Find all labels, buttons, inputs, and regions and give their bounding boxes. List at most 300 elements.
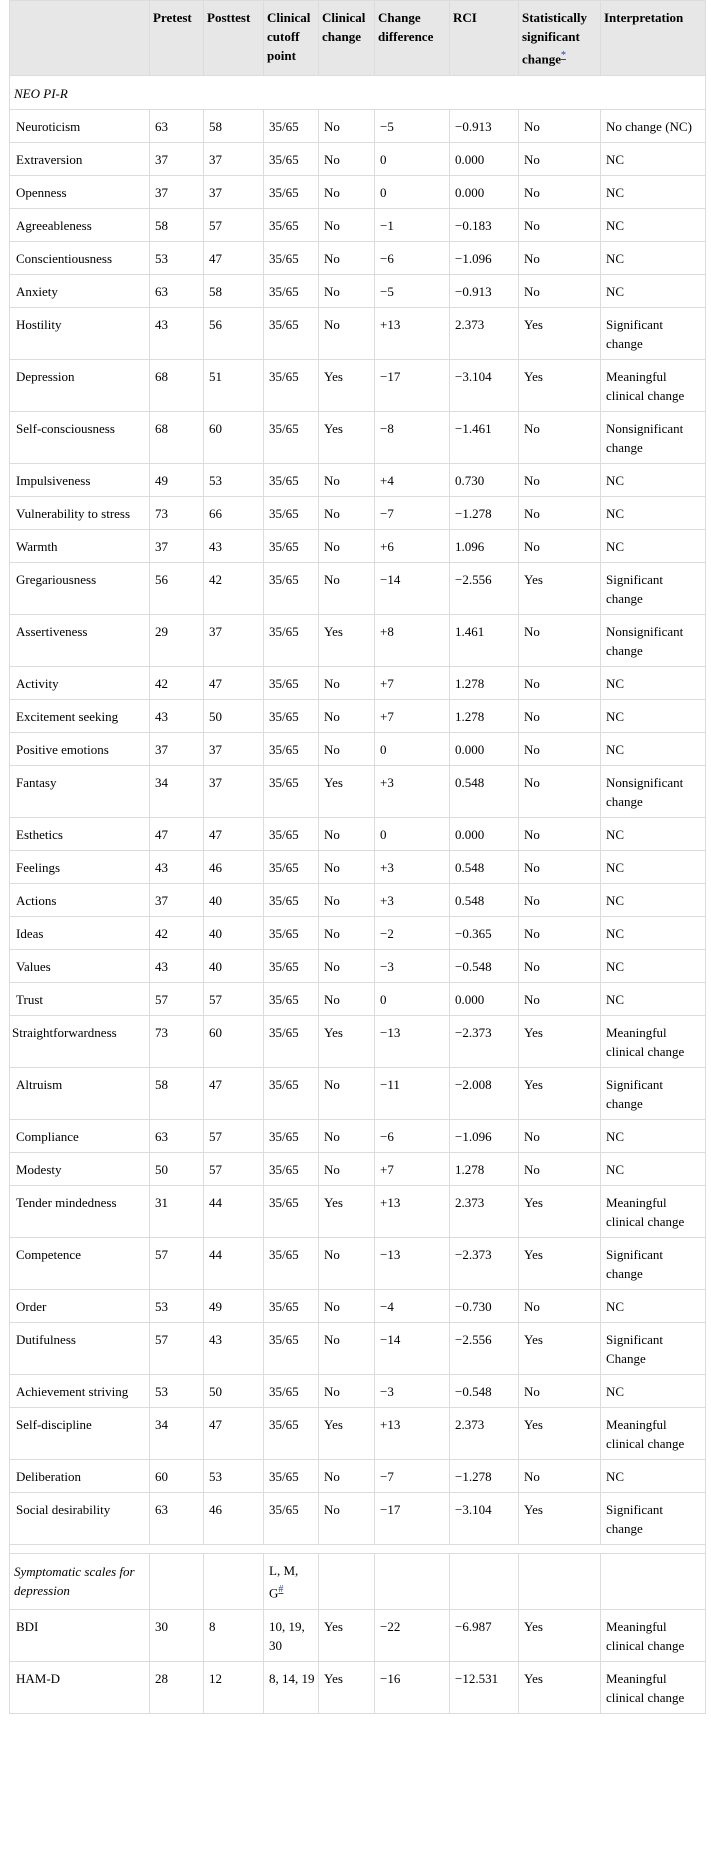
- table-row: [10, 1068, 706, 1120]
- significance-cell: No: [519, 917, 601, 950]
- cutoff-cell: 35/65: [264, 242, 319, 275]
- interpretation-cell: Nonsignificant change: [601, 766, 706, 818]
- pretest-cell: 53: [150, 242, 204, 275]
- pretest-cell: 57: [150, 983, 204, 1016]
- posttest-cell: 37: [204, 176, 264, 209]
- pretest-cell: 50: [150, 1153, 204, 1186]
- change-difference-cell: −13: [375, 1016, 450, 1068]
- clinical-change-cell: No: [319, 700, 375, 733]
- cutoff-cell: 35/65: [264, 615, 319, 667]
- cutoff-cell: 35/65: [264, 1460, 319, 1493]
- posttest-cell: 50: [204, 700, 264, 733]
- cutoff-cell: 35/65: [264, 1323, 319, 1375]
- row-label: Competence: [10, 1238, 150, 1290]
- rci-cell: 0.000: [450, 818, 519, 851]
- interpretation-cell: NC: [601, 667, 706, 700]
- significance-cell: No: [519, 412, 601, 464]
- rci-cell: 0.000: [450, 733, 519, 766]
- rci-cell: 2.373: [450, 308, 519, 360]
- change-difference-cell: 0: [375, 818, 450, 851]
- pretest-cell: 43: [150, 308, 204, 360]
- row-label: Fantasy: [10, 766, 150, 818]
- cutoff-cell: 35/65: [264, 1120, 319, 1153]
- change-difference-cell: +8: [375, 615, 450, 667]
- clinical-change-cell: Yes: [319, 1609, 375, 1661]
- row-label: Warmth: [10, 530, 150, 563]
- table-row: [10, 1408, 706, 1460]
- cutoff-cell: 35/65: [264, 1068, 319, 1120]
- row-label: Positive emotions: [10, 733, 150, 766]
- change-difference-cell: −8: [375, 412, 450, 464]
- cutoff-cell: 35/65: [264, 110, 319, 143]
- significance-cell: Yes: [519, 1068, 601, 1120]
- table-row: [10, 242, 706, 275]
- posttest-cell: 42: [204, 563, 264, 615]
- spacer-row: [10, 1545, 706, 1554]
- pretest-cell: 37: [150, 176, 204, 209]
- interpretation-cell: NC: [601, 700, 706, 733]
- cutoff-cell: 35/65: [264, 766, 319, 818]
- clinical-change-cell: Yes: [319, 360, 375, 412]
- cutoff-cell: 35/65: [264, 563, 319, 615]
- cutoff-cell: 35/65: [264, 412, 319, 464]
- table-row: [10, 360, 706, 412]
- change-difference-cell: 0: [375, 176, 450, 209]
- clinical-change-cell: Yes: [319, 1408, 375, 1460]
- clinical-change-cell: No: [319, 275, 375, 308]
- interpretation-cell: Significant Change: [601, 1323, 706, 1375]
- rci-cell: −1.278: [450, 497, 519, 530]
- rci-cell: 0.548: [450, 766, 519, 818]
- clinical-change-cell: No: [319, 497, 375, 530]
- row-label: Tender mindedness: [10, 1186, 150, 1238]
- change-difference-cell: +3: [375, 851, 450, 884]
- row-label: Excitement seeking: [10, 700, 150, 733]
- interpretation-cell: Nonsignificant change: [601, 412, 706, 464]
- clinical-change-cell: No: [319, 983, 375, 1016]
- interpretation-cell: Meaningful clinical change: [601, 1661, 706, 1713]
- clinical-change-cell: No: [319, 1493, 375, 1545]
- posttest-cell: 40: [204, 884, 264, 917]
- change-difference-cell: +3: [375, 884, 450, 917]
- change-difference-cell: −6: [375, 242, 450, 275]
- table-row: [10, 818, 706, 851]
- change-difference-cell: −6: [375, 1120, 450, 1153]
- rci-cell: 0.000: [450, 176, 519, 209]
- posttest-cell: 44: [204, 1238, 264, 1290]
- rci-cell: 1.278: [450, 667, 519, 700]
- header-statistically-significant-label: Statistically significant change: [522, 10, 587, 67]
- row-label: Agreeableness: [10, 209, 150, 242]
- footnote-link-hash[interactable]: #: [278, 1584, 284, 1596]
- footnote-link-asterisk[interactable]: *: [561, 50, 566, 61]
- interpretation-cell: NC: [601, 275, 706, 308]
- change-difference-cell: −4: [375, 1290, 450, 1323]
- significance-cell: No: [519, 275, 601, 308]
- clinical-change-cell: Yes: [319, 1186, 375, 1238]
- pretest-cell: 47: [150, 818, 204, 851]
- table-row: [10, 1609, 706, 1661]
- change-difference-cell: +7: [375, 1153, 450, 1186]
- cutoff-cell: 35/65: [264, 818, 319, 851]
- rci-cell: −0.548: [450, 950, 519, 983]
- cutoff-cell: 35/65: [264, 497, 319, 530]
- rci-cell: 1.278: [450, 700, 519, 733]
- significance-cell: No: [519, 1120, 601, 1153]
- significance-cell: No: [519, 700, 601, 733]
- pretest-cell: 57: [150, 1323, 204, 1375]
- rci-cell: −2.008: [450, 1068, 519, 1120]
- posttest-cell: 58: [204, 110, 264, 143]
- significance-cell: Yes: [519, 563, 601, 615]
- posttest-cell: 57: [204, 983, 264, 1016]
- cutoff-cell: 35/65: [264, 360, 319, 412]
- clinical-change-cell: No: [319, 530, 375, 563]
- row-label: Activity: [10, 667, 150, 700]
- rci-cell: −1.278: [450, 1460, 519, 1493]
- clinical-change-cell: No: [319, 464, 375, 497]
- posttest-cell: 40: [204, 950, 264, 983]
- pretest-cell: 58: [150, 1068, 204, 1120]
- cutoff-cell: 35/65: [264, 530, 319, 563]
- clinical-change-cell: No: [319, 1153, 375, 1186]
- posttest-cell: 44: [204, 1186, 264, 1238]
- empty-cell: [150, 1554, 204, 1609]
- clinical-change-cell: No: [319, 1238, 375, 1290]
- interpretation-cell: Significant change: [601, 308, 706, 360]
- pretest-cell: 43: [150, 700, 204, 733]
- symptomatic-cutoff-label-cell: [264, 1554, 319, 1609]
- posttest-cell: 50: [204, 1375, 264, 1408]
- change-difference-cell: +6: [375, 530, 450, 563]
- posttest-cell: 56: [204, 308, 264, 360]
- row-label: Anxiety: [10, 275, 150, 308]
- rci-cell: −2.556: [450, 1323, 519, 1375]
- significance-cell: No: [519, 851, 601, 884]
- significance-cell: No: [519, 950, 601, 983]
- symptomatic-cutoff-label: L, M, G: [269, 1563, 299, 1601]
- significance-cell: No: [519, 1153, 601, 1186]
- cutoff-cell: 35/65: [264, 1408, 319, 1460]
- row-label: HAM-D: [10, 1661, 150, 1713]
- cutoff-cell: 35/65: [264, 1016, 319, 1068]
- change-difference-cell: +4: [375, 464, 450, 497]
- row-label: Dutifulness: [10, 1323, 150, 1375]
- significance-cell: No: [519, 110, 601, 143]
- cutoff-cell: 35/65: [264, 275, 319, 308]
- posttest-cell: 47: [204, 818, 264, 851]
- pretest-cell: 63: [150, 110, 204, 143]
- posttest-cell: 46: [204, 851, 264, 884]
- header-change-difference: Change difference: [375, 1, 450, 76]
- significance-cell: No: [519, 464, 601, 497]
- pretest-cell: 37: [150, 733, 204, 766]
- cutoff-cell: 35/65: [264, 176, 319, 209]
- rci-cell: 0.000: [450, 143, 519, 176]
- table-row: [10, 176, 706, 209]
- significance-cell: Yes: [519, 360, 601, 412]
- empty-cell: [319, 1554, 375, 1609]
- table-row: [10, 143, 706, 176]
- table-row: [10, 1290, 706, 1323]
- cutoff-cell: 35/65: [264, 983, 319, 1016]
- row-label: Social desirability: [10, 1493, 150, 1545]
- rci-cell: 1.278: [450, 1153, 519, 1186]
- row-label: Neuroticism: [10, 110, 150, 143]
- significance-cell: Yes: [519, 1323, 601, 1375]
- table-row: [10, 209, 706, 242]
- rci-cell: −0.913: [450, 275, 519, 308]
- clinical-change-cell: No: [319, 851, 375, 884]
- posttest-cell: 47: [204, 1068, 264, 1120]
- posttest-cell: 49: [204, 1290, 264, 1323]
- cutoff-cell: 35/65: [264, 700, 319, 733]
- change-difference-cell: −17: [375, 1493, 450, 1545]
- table-row: [10, 1493, 706, 1545]
- significance-cell: No: [519, 983, 601, 1016]
- table-row: [10, 884, 706, 917]
- header-statistically-significant: [519, 1, 601, 76]
- table-row: [10, 667, 706, 700]
- cutoff-cell: 35/65: [264, 143, 319, 176]
- row-label: Self-discipline: [10, 1408, 150, 1460]
- cutoff-cell: 8, 14, 19: [264, 1661, 319, 1713]
- interpretation-cell: NC: [601, 497, 706, 530]
- pretest-cell: 63: [150, 275, 204, 308]
- change-difference-cell: −11: [375, 1068, 450, 1120]
- rci-cell: −12.531: [450, 1661, 519, 1713]
- pretest-cell: 37: [150, 530, 204, 563]
- posttest-cell: 12: [204, 1661, 264, 1713]
- change-difference-cell: −7: [375, 497, 450, 530]
- rci-cell: −0.913: [450, 110, 519, 143]
- cutoff-cell: 35/65: [264, 308, 319, 360]
- change-difference-cell: 0: [375, 983, 450, 1016]
- table-row: [10, 917, 706, 950]
- rci-cell: 1.096: [450, 530, 519, 563]
- interpretation-cell: NC: [601, 950, 706, 983]
- cutoff-cell: 35/65: [264, 1186, 319, 1238]
- rci-cell: 0.730: [450, 464, 519, 497]
- interpretation-cell: NC: [601, 818, 706, 851]
- empty-cell: [450, 1554, 519, 1609]
- posttest-cell: 58: [204, 275, 264, 308]
- interpretation-cell: Significant change: [601, 1238, 706, 1290]
- rci-cell: −1.096: [450, 1120, 519, 1153]
- significance-cell: Yes: [519, 1238, 601, 1290]
- posttest-cell: 53: [204, 464, 264, 497]
- table-row: [10, 766, 706, 818]
- pretest-cell: 37: [150, 143, 204, 176]
- posttest-cell: 66: [204, 497, 264, 530]
- pretest-cell: 68: [150, 412, 204, 464]
- rci-cell: −0.365: [450, 917, 519, 950]
- cutoff-cell: 35/65: [264, 1375, 319, 1408]
- interpretation-cell: Significant change: [601, 1493, 706, 1545]
- rci-cell: −0.548: [450, 1375, 519, 1408]
- rci-cell: 1.461: [450, 615, 519, 667]
- rci-cell: −0.183: [450, 209, 519, 242]
- clinical-change-cell: Yes: [319, 412, 375, 464]
- pretest-cell: 53: [150, 1290, 204, 1323]
- row-label: Extraversion: [10, 143, 150, 176]
- posttest-cell: 46: [204, 1493, 264, 1545]
- pretest-cell: 30: [150, 1609, 204, 1661]
- table-row: [10, 1120, 706, 1153]
- header-pretest: Pretest: [150, 1, 204, 76]
- change-difference-cell: −3: [375, 1375, 450, 1408]
- clinical-change-cell: No: [319, 1120, 375, 1153]
- significance-cell: No: [519, 766, 601, 818]
- interpretation-cell: NC: [601, 1460, 706, 1493]
- interpretation-cell: Meaningful clinical change: [601, 1609, 706, 1661]
- cutoff-cell: 35/65: [264, 1153, 319, 1186]
- cutoff-cell: 35/65: [264, 209, 319, 242]
- cutoff-cell: 35/65: [264, 950, 319, 983]
- posttest-cell: 47: [204, 667, 264, 700]
- table-row: [10, 1460, 706, 1493]
- table-row: [10, 615, 706, 667]
- pretest-cell: 42: [150, 917, 204, 950]
- table-row: [10, 464, 706, 497]
- rci-cell: −0.730: [450, 1290, 519, 1323]
- results-table-container: [9, 0, 705, 1714]
- row-label: Ideas: [10, 917, 150, 950]
- pretest-cell: 49: [150, 464, 204, 497]
- cutoff-cell: 35/65: [264, 1238, 319, 1290]
- significance-cell: No: [519, 615, 601, 667]
- pretest-cell: 37: [150, 884, 204, 917]
- change-difference-cell: 0: [375, 733, 450, 766]
- row-label: Altruism: [10, 1068, 150, 1120]
- change-difference-cell: −1: [375, 209, 450, 242]
- pretest-cell: 73: [150, 1016, 204, 1068]
- results-table: [9, 0, 706, 1714]
- table-row: [10, 308, 706, 360]
- header-clinical-change: Clinical change: [319, 1, 375, 76]
- section-title-symptomatic: Symptomatic scales for depression: [10, 1554, 150, 1609]
- change-difference-cell: −22: [375, 1609, 450, 1661]
- cutoff-cell: 35/65: [264, 667, 319, 700]
- spacer-cell: [10, 1545, 706, 1554]
- clinical-change-cell: No: [319, 1323, 375, 1375]
- interpretation-cell: Nonsignificant change: [601, 615, 706, 667]
- pretest-cell: 57: [150, 1238, 204, 1290]
- pretest-cell: 56: [150, 563, 204, 615]
- change-difference-cell: +13: [375, 308, 450, 360]
- clinical-change-cell: No: [319, 818, 375, 851]
- rci-cell: 0.548: [450, 851, 519, 884]
- change-difference-cell: −5: [375, 110, 450, 143]
- change-difference-cell: −16: [375, 1661, 450, 1713]
- change-difference-cell: +13: [375, 1408, 450, 1460]
- interpretation-cell: NC: [601, 851, 706, 884]
- significance-cell: Yes: [519, 1408, 601, 1460]
- pretest-cell: 28: [150, 1661, 204, 1713]
- rci-cell: 0.000: [450, 983, 519, 1016]
- significance-cell: No: [519, 733, 601, 766]
- row-label: Modesty: [10, 1153, 150, 1186]
- interpretation-cell: Meaningful clinical change: [601, 1186, 706, 1238]
- significance-cell: No: [519, 1460, 601, 1493]
- posttest-cell: 51: [204, 360, 264, 412]
- posttest-cell: 47: [204, 1408, 264, 1460]
- pretest-cell: 60: [150, 1460, 204, 1493]
- table-row: [10, 1153, 706, 1186]
- posttest-cell: 37: [204, 766, 264, 818]
- row-label: Actions: [10, 884, 150, 917]
- pretest-cell: 58: [150, 209, 204, 242]
- posttest-cell: 8: [204, 1609, 264, 1661]
- row-label: Conscientiousness: [10, 242, 150, 275]
- interpretation-cell: NC: [601, 983, 706, 1016]
- interpretation-cell: Meaningful clinical change: [601, 360, 706, 412]
- posttest-cell: 57: [204, 1153, 264, 1186]
- empty-cell: [204, 1554, 264, 1609]
- interpretation-cell: Meaningful clinical change: [601, 1016, 706, 1068]
- rci-cell: −1.096: [450, 242, 519, 275]
- significance-cell: No: [519, 1290, 601, 1323]
- interpretation-cell: NC: [601, 733, 706, 766]
- row-label: Order: [10, 1290, 150, 1323]
- significance-cell: No: [519, 242, 601, 275]
- row-label: Impulsiveness: [10, 464, 150, 497]
- cutoff-cell: 10, 19, 30: [264, 1609, 319, 1661]
- cutoff-cell: 35/65: [264, 1493, 319, 1545]
- posttest-cell: 60: [204, 1016, 264, 1068]
- table-row: [10, 950, 706, 983]
- interpretation-cell: NC: [601, 1120, 706, 1153]
- pretest-cell: 42: [150, 667, 204, 700]
- interpretation-cell: NC: [601, 209, 706, 242]
- change-difference-cell: 0: [375, 143, 450, 176]
- significance-cell: No: [519, 1375, 601, 1408]
- cutoff-cell: 35/65: [264, 917, 319, 950]
- clinical-change-cell: Yes: [319, 1016, 375, 1068]
- significance-cell: Yes: [519, 1609, 601, 1661]
- posttest-cell: 40: [204, 917, 264, 950]
- significance-cell: Yes: [519, 1493, 601, 1545]
- change-difference-cell: −13: [375, 1238, 450, 1290]
- significance-cell: No: [519, 176, 601, 209]
- row-label: Straightforwardness: [10, 1016, 150, 1068]
- posttest-cell: 53: [204, 1460, 264, 1493]
- row-label: Feelings: [10, 851, 150, 884]
- header-label-column: [10, 1, 150, 76]
- header-row: [10, 1, 706, 76]
- clinical-change-cell: No: [319, 209, 375, 242]
- row-label: Assertiveness: [10, 615, 150, 667]
- row-label: Depression: [10, 360, 150, 412]
- change-difference-cell: +7: [375, 667, 450, 700]
- interpretation-cell: NC: [601, 1153, 706, 1186]
- pretest-cell: 34: [150, 766, 204, 818]
- table-row: [10, 1661, 706, 1713]
- row-label: Compliance: [10, 1120, 150, 1153]
- interpretation-cell: Meaningful clinical change: [601, 1408, 706, 1460]
- rci-cell: 2.373: [450, 1186, 519, 1238]
- clinical-change-cell: No: [319, 1290, 375, 1323]
- table-header: [10, 1, 706, 76]
- row-label: Gregariousness: [10, 563, 150, 615]
- table-row: [10, 1016, 706, 1068]
- header-interpretation: Interpretation: [601, 1, 706, 76]
- table-row: [10, 563, 706, 615]
- change-difference-cell: −14: [375, 1323, 450, 1375]
- interpretation-cell: NC: [601, 1290, 706, 1323]
- clinical-change-cell: No: [319, 176, 375, 209]
- clinical-change-cell: Yes: [319, 615, 375, 667]
